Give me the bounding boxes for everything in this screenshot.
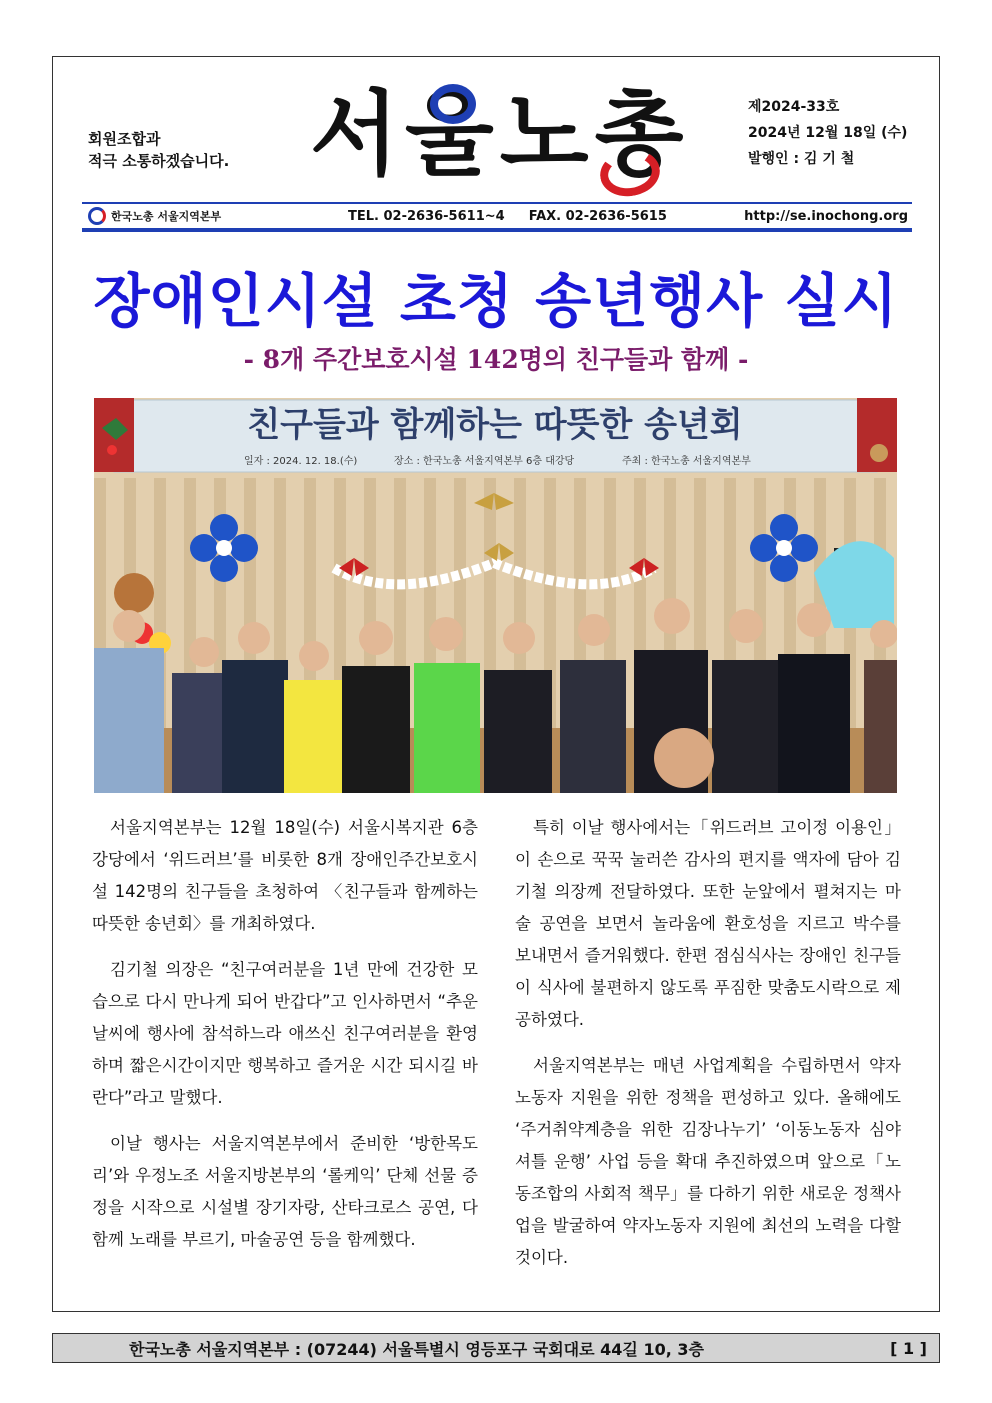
page-number: [ 1 ] [890, 1338, 927, 1358]
issue-info [748, 94, 907, 172]
phone-number: TEL. 02-2636-5611~4 [348, 208, 505, 224]
masthead-blue-ring-icon [430, 84, 476, 124]
footer-bar [52, 1333, 940, 1363]
article-paragraph: 이날 행사는 서울지역본부에서 준비한 ‘방한목도리’와 우정노조 서울지방본부의 ‘롤케익’ 단체 선물 증정을 시작으로 시설별 장기자랑, 산타크로스 공연, 다 함께 노래를 부르기, 마술공연 등을 함께했다. [92, 1134, 478, 1249]
org-name: 한국노총 서울지역본부 [111, 210, 222, 223]
contact-bar [82, 202, 912, 232]
article-column-right [515, 812, 901, 1288]
article-paragraph: 김기철 의장은 “친구여러분을 1년 만에 건강한 모습으로 다시 만나게 되어 반갑다”고 인사하면서 “추운날씨에 행사에 참석하느라 애쓰신 친구여러분을 환영하며 짧은시간이지만 행복하고 즐거운 시간 되시길 바란다”라고 말했다. [92, 960, 478, 1107]
issue-date: 2024년 12월 18일 (수) [748, 125, 908, 141]
banner-title: 친구들과 함께하는 따뜻한 송년회 [247, 405, 743, 445]
org-logo [88, 207, 308, 225]
masthead-title: 서울노총 [310, 81, 690, 188]
slogan-line-1: 회원조합과 [88, 130, 161, 148]
banner-place: 장소 : 한국노총 서울지역본부 6층 대강당 [394, 456, 575, 467]
footer-address: 한국노총 서울지역본부 : (07244) 서울특별시 영등포구 국회대로 44길 10, 3층 [129, 1339, 704, 1359]
article-paragraph: 서울지역본부는 12월 18일(수) 서울시복지관 6층 강당에서 ‘위드러브’를 비롯한 8개 장애인주간보호시설 142명의 친구들을 초청하여 〈친구들과 함께하는 따뜻한 송년회〉를 개최하였다. [92, 818, 478, 933]
union-logo-icon [88, 207, 106, 225]
fax-number: FAX. 02-2636-5615 [528, 208, 667, 224]
subheadline: - 8개 주간보호시설 142명의 친구들과 함께 - [243, 345, 749, 374]
publisher: 발행인 : 김 기 철 [748, 151, 855, 167]
headline: 장애인시설 초청 송년행사 실시 [93, 267, 899, 335]
banner-host: 주최 : 한국노총 서울지역본부 [622, 456, 751, 467]
issue-number: 제2024-33호 [748, 99, 840, 115]
banner-date: 일자 : 2024. 12. 18.(수) [244, 456, 358, 467]
article-paragraph: 특히 이날 행사에서는「위드러브 고이정 이용인」이 손으로 꾹꾹 눌러쓴 감사의 편지를 액자에 담아 김기철 의장께 전달하였다. 또한 눈앞에서 펼쳐지는 마술 공연을 보면서 놀라움에 환호성을 지르고 박수를 보내면서 즐거워했다. 한편 점심식사는 장애인 친구들이 식사에 불편하지 않도록 푸짐한 맞춤도시락으로 제공하였다. [515, 818, 901, 1029]
article-column-left [92, 812, 478, 1270]
slogan [88, 128, 229, 172]
article-paragraph: 서울지역본부는 매년 사업계획을 수립하면서 약자노동자 지원을 위한 정책을 편성하고 있다. 올해에도 ‘주거취약계층을 위한 김장나누기’ ‘이동노동자 심야셔틀 운행’ 사업 등을 확대 추진하였으며 앞으로「노동조합의 사회적 책무」를 다하기 위한 새로운 정책사업을 발굴하여 약자노동자 지원에 최선의 노력을 다할 것이다. [515, 1056, 901, 1267]
website-link[interactable]: http://se.inochong.org [744, 208, 908, 224]
event-photo [94, 398, 897, 793]
slogan-line-2: 적극 소통하겠습니다. [88, 152, 230, 170]
